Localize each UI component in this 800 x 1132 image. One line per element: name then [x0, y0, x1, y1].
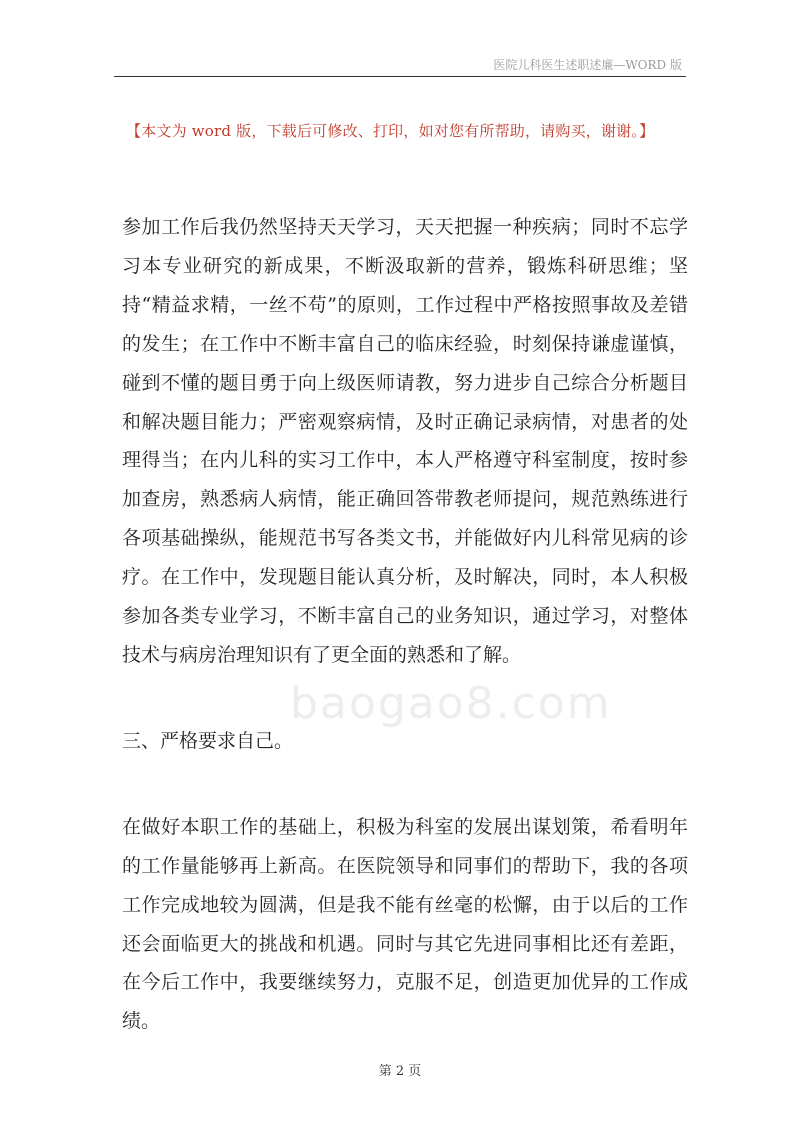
body-paragraph-1: 参加工作后我仍然坚持天天学习，天天把握一种疾病；同时不忘学习本专业研究的新成果，不断汲取新的营养，锻炼科研思维；坚持“精益求精，一丝不苟”的原则，工作过程中严格按照事故及差错的发生；在工作中不断丰富自己的临床经验，时刻保持谦虚谨慎，碰到不懂的题目勇于向上级医师请教，努力进步自己综合分析题目和解决题目能力；严密观察病情，及时正确记录病情，对患者的处理得当；在内儿科的实习工作中，本人严格遵守科室制度，按时参加查房，熟悉病人病情，能正确回答带教老师提问，规范熟练进行各项基础操纵，能规范书写各类文书，并能做好内儿科常见病的诊疗。在工作中，发现题目能认真分析，及时解决，同时，本人积极参加各类专业学习，不断丰富自己的业务知识，通过学习，对整体技术与病房治理知识有了更全面的熟悉和了解。: [122, 216, 688, 666]
document-body: [122, 208, 688, 1041]
watermark: baogao8.com: [290, 678, 612, 729]
purchase-notice: 【本文为 word 版，下载后可修改、打印，如对您有所帮助，请购买，谢谢。】: [126, 122, 655, 140]
document-header-title: 医院儿科医生述职述廉—WORD 版: [493, 58, 682, 72]
body-paragraph-2: 在做好本职工作的基础上，积极为科室的发展出谋划策，希看明年的工作量能够再上新高。在医院领导和同事们的帮助下，我的各项工作完成地较为圆满，但是我不能有丝毫的松懈，由于以后的工作还会面临更大的挑战和机遇。同时与其它先进同事相比还有差距，在今后工作中，我要继续努力，克服不足，创造更加优异的工作成绩。: [122, 815, 688, 1033]
section-heading: 三、严格要求自己。: [122, 729, 294, 752]
page-number: 第 2 页: [378, 1064, 422, 1079]
header-divider: [114, 76, 686, 77]
